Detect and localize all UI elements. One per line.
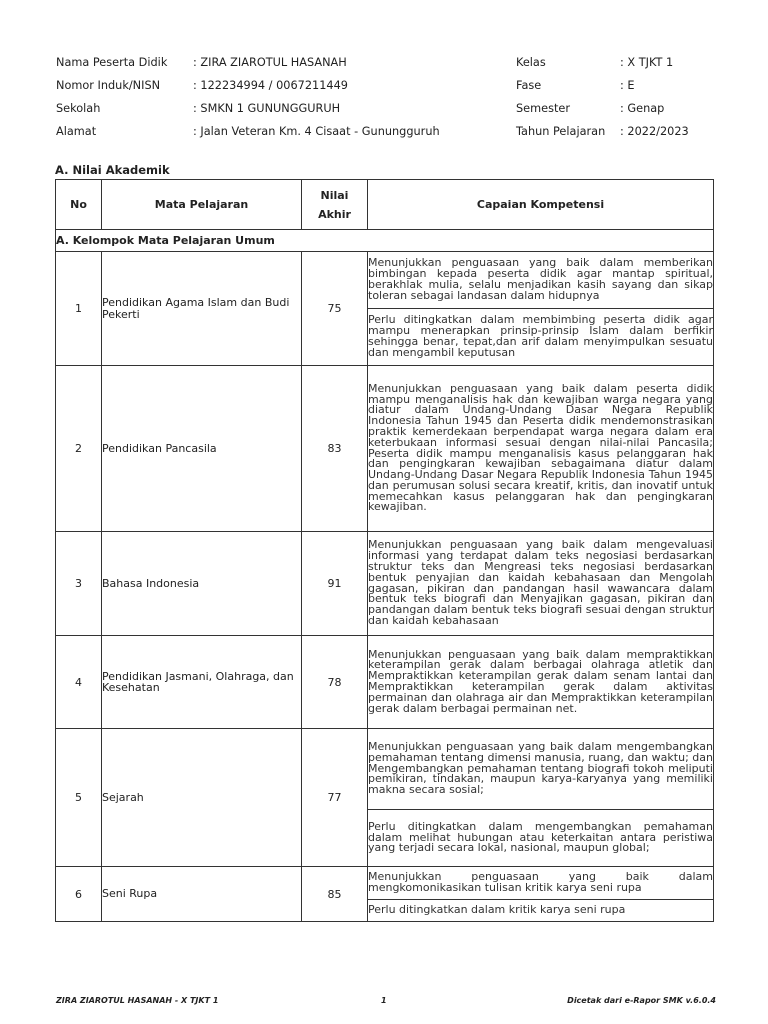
row-competency: Menunjukkan penguasaan yang baik dalam mengkomonikasikan tulisan kritik karya seni rupa [368,867,714,900]
group-title: A. Kelompok Mata Pelajaran Umum [56,230,714,252]
footer-page-number: 1 [381,996,387,1005]
row-no: 5 [56,729,102,867]
row-subject: Pendidikan Agama Islam dan Budi Pekerti [102,252,302,366]
class-label: Kelas [516,56,546,69]
table-row [56,636,714,729]
row-no: 4 [56,636,102,729]
school-value: : SMKN 1 GUNUNGGURUH [193,102,341,115]
school-label: Sekolah [56,102,101,115]
semester-label: Semester [516,102,570,115]
row-score: 77 [302,729,368,867]
semester-value: : Genap [620,102,665,115]
address-value: : Jalan Veteran Km. 4 Cisaat - Gunungguruh [193,125,440,138]
year-label: Tahun Pelajaran [516,125,606,138]
info-row-2 [56,78,716,101]
row-competency: Menunjukkan penguasaan yang baik dalam mengembangkan pemahaman tentang dimensi manusia, ruang, dan waktu; dan Mengembangkan pemahaman tentang biografi tokoh meliputi pemikiran, tindakan, maupun karya-karyanya yang memiliki makna secara sosial; [368,729,714,810]
header-score-line1: Nilai [320,188,349,202]
row-competency: Menunjukkan penguasaan yang baik dalam mengevaluasi informasi yang terdapat dalam teks negosiasi berdasarkan struktur teks dan Mengreasi teks negosiasi berdasarkan bentuk penyajian dan kaidah kebahasaan dan Mengolah gagasan, pikiran dan pandangan hasil wawancara dalam bentuk teks biografi dan Menyajikan gagasan, pikiran dan pandangan dalam bentuk teks biografi sesuai dengan struktur dan kaidah kebahasaan [368,532,714,636]
table-row [56,252,714,309]
nisn-value: : 122234994 / 0067211449 [193,79,348,92]
row-competency-improve: Perlu ditingkatkan dalam mengembangkan pemahaman dalam melihat hubungan atau keterkaitan antara peristiwa yang terjadi secara lokal, nasional, maupun global; [368,810,714,867]
student-name-value: : ZIRA ZIAROTUL HASANAH [193,56,347,69]
row-no: 2 [56,366,102,532]
table-row [56,867,714,900]
row-subject: Pendidikan Pancasila [102,366,302,532]
address-label: Alamat [56,125,97,138]
row-competency-improve: Perlu ditingkatkan dalam kritik karya seni rupa [368,900,714,922]
row-score: 85 [302,867,368,922]
header-subject: Mata Pelajaran [102,180,302,230]
phase-value: : E [620,79,635,92]
phase-label: Fase [516,79,542,92]
year-value: : 2022/2023 [620,125,689,138]
header-no: No [56,180,102,230]
student-name-label: Nama Peserta Didik [56,56,168,69]
table-row [56,366,714,532]
row-subject: Sejarah [102,729,302,867]
header-score-line2: Akhir [318,207,351,221]
info-row-4 [56,124,716,147]
row-competency: Menunjukkan penguasaan yang baik dalam peserta didik mampu menganalisis hak dan kewajiban warga negara yang diatur dalam Undang-Undang Dasar Negara Republik Indonesia Tahun 1945 dan Peserta didik mendemonstrasikan praktik kemerdekaan berpendapat warga negara dalam era keterbukaan informasi sesuai dengan nilai-nilai Pancasila; Peserta didik mampu menganalisis kasus pelanggaran hak dan pengingkaran kewajiban sebagaimana diatur dalam Undang-Undang Dasar Negara Republik Indonesia Tahun 1945 dan perumusan solusi secara kreatif, kritis, dan inovatif untuk memecahkan kasus pelanggaran hak dan pengingkaran kewajiban. [368,366,714,532]
group-row [56,230,714,252]
row-subject: Seni Rupa [102,867,302,922]
student-info [56,55,716,147]
info-row-1 [56,55,716,78]
row-no: 3 [56,532,102,636]
row-subject: Bahasa Indonesia [102,532,302,636]
row-score: 75 [302,252,368,366]
table-row [56,729,714,810]
row-subject: Pendidikan Jasmani, Olahraga, dan Kesehatan [102,636,302,729]
table-row [56,532,714,636]
info-row-3 [56,101,716,124]
row-no: 6 [56,867,102,922]
grades-table [55,179,714,922]
row-no: 1 [56,252,102,366]
row-score: 83 [302,366,368,532]
header-score [302,180,368,230]
row-competency: Menunjukkan penguasaan yang baik dalam mempraktikkan keterampilan gerak dalam berbagai olahraga atletik dan Mempraktikkan keterampilan gerak dalam senam lantai dan Mempraktikkan keterampilan gerak dalam aktivitas permainan dan olahraga air dan Mempraktikkan keterampilan gerak dalam berbagai permainan net. [368,636,714,729]
row-score: 78 [302,636,368,729]
footer-printed-by: Dicetak dari e-Rapor SMK v.6.0.4 [567,996,716,1005]
class-value: : X TJKT 1 [620,56,674,69]
row-score: 91 [302,532,368,636]
section-title: A. Nilai Akademik [55,163,170,177]
row-competency-improve: Perlu ditingkatkan dalam membimbing peserta didik agar mampu menerapkan prinsip-prinsip Islam dalam berfikir sehingga benar, tepat,dan arif dalam menyimpulkan sesuatu dan mengambil keputusan [368,309,714,366]
nisn-label: Nomor Induk/NISN [56,79,161,92]
footer-student: ZIRA ZIAROTUL HASANAH - X TJKT 1 [56,996,219,1005]
table-header-row [56,180,714,230]
row-competency: Menunjukkan penguasaan yang baik dalam memberikan bimbingan kepada peserta didik agar mantap spiritual, berakhlak mulia, selalu menjadikan kasih sayang dan sikap toleran sebagai landasan dalam hidupnya [368,252,714,309]
header-competency: Capaian Kompetensi [368,180,714,230]
